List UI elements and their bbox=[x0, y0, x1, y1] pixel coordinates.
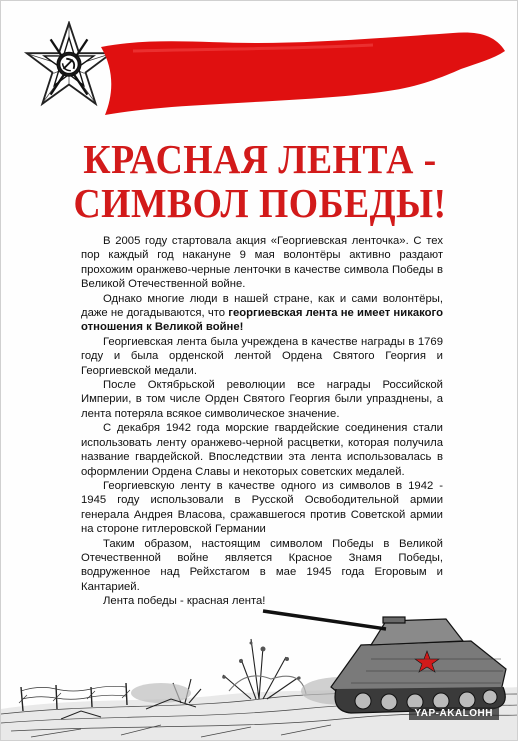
page-title bbox=[22, 137, 499, 225]
watermark: YAP-AKALOHH bbox=[409, 707, 499, 720]
paragraph: Георгиевская лента была учреждена в качестве награды в 1769 году и была орденской лентой Ордена Святого Георгия и Георгиевской медали. bbox=[81, 335, 443, 377]
paragraph: Таким образом, настоящим символом Победы в Великой Отечественной войне является Красное Знамя Победы, водруженное над Рейхстагом в мае 1945 года Егоровым и Кантарией. bbox=[81, 537, 443, 593]
red-ribbon bbox=[93, 29, 508, 119]
title-line-2: СИМВОЛ ПОБЕДЫ! bbox=[73, 180, 447, 226]
paragraph: Лента победы - красная лента! bbox=[103, 595, 266, 608]
article-body bbox=[81, 234, 443, 609]
paragraph: В 2005 году стартовала акция «Георгиевская ленточка». С тех пор каждый год накануне 9 мая волонтёры активно раздают прохожим оранжево-черные ленточки в качестве символа Победы в Великой Отечественной войне. bbox=[81, 235, 443, 291]
paragraph bbox=[81, 292, 443, 335]
paragraph: После Октябрьской революции все награды Российской Империи, в том числе Орден Святого Георгия были упразднены, а лента потеряла всякое символическое значение. bbox=[81, 379, 443, 420]
title-line-1: КРАСНАЯ ЛЕНТА - bbox=[83, 136, 437, 182]
paragraph: Георгиевскую ленту в качестве одного из символов в 1942 - 1945 году использовали в Русской Освободительной армии генерала Андрея Власова, сражавшегося против Советской армии на стороне гитлеровской Германии bbox=[81, 479, 443, 536]
paragraph-emphasis: георгиевская лента не имеет никакого отношения к Великой войне! bbox=[81, 307, 443, 334]
paragraph: С декабря 1942 года морские гвардейские соединения стали использовать ленту оранжево-черной расцветки, которая получила название гвардейской. Впоследствии эта лента использовалась в оформлении Ордена Славы и некоторых советских медалей. bbox=[81, 422, 443, 478]
paragraph-text: Однако многие люди в нашей стране, как и сами волонтёры, даже не догадываются, что bbox=[81, 292, 443, 320]
